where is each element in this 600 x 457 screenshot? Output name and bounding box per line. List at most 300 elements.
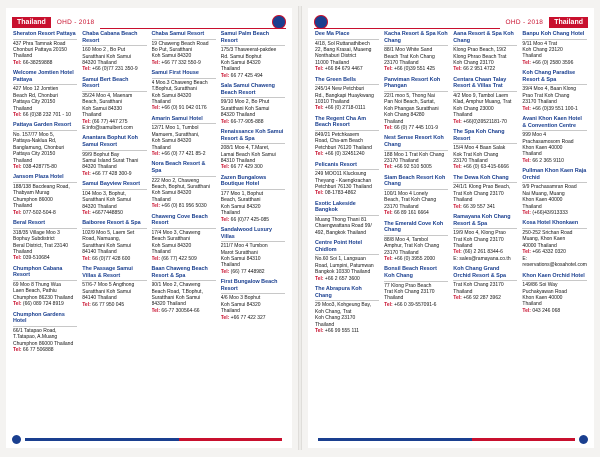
address-line: 249 MOO11 Klucksung xyxy=(315,171,367,178)
tel-label: Tel: xyxy=(315,105,324,112)
phone-line xyxy=(13,255,77,261)
left-page-header xyxy=(12,16,286,28)
address-line: 177 Moo 1, Bophut xyxy=(220,191,264,198)
address-line: 90/1 Moo 2, Chaweng xyxy=(151,282,201,289)
address-line: Thailand xyxy=(13,248,33,255)
address-line: 23170 Thailand xyxy=(384,60,419,66)
hotel-entry xyxy=(521,168,588,218)
address-line: 849/21 Petchkasem xyxy=(315,132,360,139)
phone-number: +66 (0) 81 956 5030 xyxy=(161,203,207,210)
phone-line xyxy=(221,119,285,125)
address-line: Thailand xyxy=(82,112,102,119)
header-title: OHD - 2018 xyxy=(505,18,544,26)
phone-number: +66(0)39521181-70 xyxy=(463,118,507,125)
phone-number: +66 92 287 3962 xyxy=(463,295,501,302)
tel-label: Tel: xyxy=(453,203,462,210)
address-line: 84310 Thailand xyxy=(220,158,256,165)
hotel-name: Aana Resort & Spa Koh Chang xyxy=(453,31,517,46)
hotel-entry xyxy=(452,31,518,75)
address-line: 22/1 moo 5, Thong Nai xyxy=(384,93,435,99)
page-number-badge xyxy=(579,435,588,444)
phone-number: 66 77 425 494 xyxy=(230,72,263,79)
phone-line xyxy=(453,295,517,301)
phone-number: +66 77 422 327 xyxy=(230,314,266,321)
address-line: No. 157/77 Moo 5, xyxy=(13,132,55,139)
address-line: Thailand xyxy=(522,53,542,60)
tel-label: Tel: xyxy=(522,249,531,256)
hotel-name: Chumphon Cabana Resort xyxy=(13,266,77,281)
tel-label: Tel: xyxy=(453,249,462,256)
hotel-entry xyxy=(81,31,147,75)
directory-column xyxy=(81,31,147,432)
address-line: Suratthani Koh Samui xyxy=(82,288,131,295)
address-line: Chumphon 86230 Thailand xyxy=(13,294,74,301)
address-line: 39/4 Moo 4, Baan Klong xyxy=(522,86,577,93)
tel-label: Tel: xyxy=(315,66,324,73)
address-line: 160 Moo 2 , Bo Put xyxy=(82,47,126,54)
phone-line xyxy=(221,73,285,79)
address-line: Beach, Trat Koh Chang xyxy=(384,197,437,204)
address-line: 9/9 Prachasamran Road xyxy=(522,184,577,191)
footer-bar xyxy=(318,438,575,441)
address-line: Thabyam Murag xyxy=(13,190,50,197)
address-line: Thailand xyxy=(151,144,171,151)
phone-line xyxy=(13,347,77,353)
phone-line xyxy=(453,204,517,210)
book-spine xyxy=(298,6,302,450)
address-line: Thailand xyxy=(220,262,240,269)
tel-label: Tel: xyxy=(82,170,91,177)
hotel-name: Sala Samui Chaweng Beach Resort xyxy=(221,83,285,98)
address-line: 19/9 Moo 4, Klong Prao xyxy=(453,230,506,237)
hotel-name: Exotic Lakeside Bangkok xyxy=(315,201,379,216)
address-line: Thailand xyxy=(151,196,171,203)
hotel-entry xyxy=(452,266,518,303)
address-line: 23170 Thailand xyxy=(453,158,488,165)
header-rule xyxy=(100,16,286,29)
address-line: 437 Phra Tamnak Road xyxy=(13,40,66,47)
address-line: Bophuy Subdistrict xyxy=(13,236,55,243)
right-page-footer xyxy=(314,435,588,443)
phone-number: (66 77) 447 275 xyxy=(92,118,128,125)
address-line: Khon Kaen 40000 xyxy=(522,197,563,204)
tel-label: Tel: xyxy=(82,301,91,308)
address-line: 84320 Thailand xyxy=(82,164,117,171)
address-line: Suratthani Koh Samui xyxy=(82,53,131,60)
hotel-entry xyxy=(12,312,78,356)
address-line: 23170 Thailand xyxy=(384,158,419,165)
phone-line xyxy=(152,256,216,262)
address-line: Nonthaburi District xyxy=(315,53,357,60)
address-line: Koh Samui 84320 xyxy=(151,53,192,60)
hotel-name: Welcome Jomtien Hotel Pattaya xyxy=(13,70,77,85)
address-line: 84140 Thailand xyxy=(82,295,117,302)
phone-line xyxy=(221,217,285,223)
address-line: Pan Noi Beach, Surtat, xyxy=(384,99,436,106)
hotel-name: Chumphon Gardens Hotel xyxy=(13,312,77,327)
address-line: Suratthani Koh Samui xyxy=(220,105,270,112)
address-line: T.Tatapao, A.Muang xyxy=(13,334,58,341)
tel-label: Tel: xyxy=(315,190,324,197)
tel-label: Tel: xyxy=(151,105,161,112)
address-line: Road, Cha-am Beach xyxy=(315,138,364,145)
tel-label: Tel: xyxy=(13,112,22,119)
address-line: Thailand xyxy=(13,53,33,60)
address-line: Khon Kaen 40000 xyxy=(522,145,563,152)
phone-line xyxy=(384,302,448,308)
hotel-name: Pelicanis Resort xyxy=(315,162,379,171)
address-line: Thailand xyxy=(453,197,473,204)
hotel-entry xyxy=(383,77,449,134)
hotel-entry xyxy=(12,220,78,264)
address-line: 11000 Thailand xyxy=(315,59,350,66)
address-line: 99/10 Moo 2, Bo Phut xyxy=(220,99,270,106)
address-line: Koh Samui 84320 xyxy=(151,190,192,197)
phone-number: (+66)43/913333 xyxy=(532,210,568,217)
tel-label: Tel: xyxy=(151,255,161,262)
address-line: Thailand xyxy=(522,151,542,158)
address-line: Beach, Suratthani xyxy=(220,197,261,204)
address-line: Marot Suratthani xyxy=(220,249,258,256)
tel-label: Tel: xyxy=(220,216,230,223)
tel-label: Tel: xyxy=(151,203,161,210)
address-line: Thailand xyxy=(453,243,473,250)
hotel-entry xyxy=(151,161,217,211)
ohd-logo-icon xyxy=(272,15,286,29)
hotel-name: Nora Beach Resort & Spa xyxy=(152,161,216,176)
hotel-name: Kosa Hotel Khonkaen xyxy=(522,220,587,229)
address-line: 66/1 Tatapao Road, xyxy=(13,327,57,334)
phone-line xyxy=(221,315,285,321)
phone-line xyxy=(522,60,587,66)
hotel-entry xyxy=(151,266,217,316)
tel-label: Tel: xyxy=(453,164,462,171)
phone-line xyxy=(82,302,146,308)
address-line: Koh Chang 23170 xyxy=(315,315,356,322)
directory-column xyxy=(151,31,217,432)
phone-number: (66) 77 448982 xyxy=(230,268,265,275)
address-line: Muang Thong Thani 81 xyxy=(315,217,367,224)
address-line: Thailand xyxy=(13,203,33,210)
address-line: Koh Phangan Suratthani xyxy=(384,105,439,112)
tel-label: Tel: xyxy=(13,346,22,353)
address-line: Pattaya-Naklua Rd, xyxy=(13,138,57,145)
hotel-entry xyxy=(383,221,449,265)
address-line: Rd. Samui Bophut xyxy=(220,53,262,60)
address-line: Road, Namuang, xyxy=(82,236,121,243)
address-line: Chumphon 86000 Thailand xyxy=(13,340,74,347)
phone-number: +66 (0)39 551 425 xyxy=(394,66,436,73)
phone-line xyxy=(152,105,216,111)
tel-label: Tel: xyxy=(220,118,230,125)
phone-line xyxy=(384,66,448,72)
phone-line xyxy=(315,190,379,196)
tel-label: Tel: xyxy=(220,72,230,79)
hotel-name: Siam Beach Resort Koh Chang xyxy=(384,175,448,190)
address-line: Pattaya City 20150 xyxy=(13,151,56,158)
phone-number: +66 (0) 32451240 xyxy=(324,151,365,158)
tel-label: Tel: xyxy=(13,301,22,308)
phone-line xyxy=(221,164,285,170)
phone-line xyxy=(522,158,587,164)
address-line: Chonburi Pattaya 20150 xyxy=(13,47,67,53)
phone-number: 66-38259888 xyxy=(22,59,53,66)
address-line: 208/1 Moo 4, T.Maret, xyxy=(220,145,270,152)
phone-number: 038-428775-80 xyxy=(22,164,57,171)
address-line: Koh Samui 84320 xyxy=(151,92,192,99)
directory-column xyxy=(521,31,588,432)
address-line: Nai Muang, Muang xyxy=(522,190,565,197)
address-line: Klong Phrao Beach Trat xyxy=(453,53,507,60)
hotel-name: Avani Khon Kaen Hotel & Convention Centre xyxy=(522,116,587,131)
address-line: Klad, Amphur Muang, Trat xyxy=(453,99,512,106)
hotel-name: Koh Chang Paradise Resort & Spa xyxy=(522,70,587,85)
hotel-entry xyxy=(151,31,217,68)
address-line: 427 Moo 12 Jomtien xyxy=(13,86,59,93)
header-rule xyxy=(314,16,500,29)
hotel-entry xyxy=(452,129,518,173)
address-line: 10310 Thailand xyxy=(315,99,350,106)
address-line: Beach, Suratthani xyxy=(82,99,122,106)
left-page-columns xyxy=(12,31,286,432)
phone-line xyxy=(152,60,216,66)
phone-number: 66 (0) 77 445 101-9 xyxy=(394,125,438,132)
email-line: E:info@samuibert.com xyxy=(82,125,133,132)
address-line: 4/18, Sol Ruttanathibech xyxy=(315,40,370,47)
address-line: Koh Samui 84320 xyxy=(151,138,192,145)
tel-label: Tel: xyxy=(522,59,531,66)
phone-number: 039-510684 xyxy=(22,255,50,262)
address-line: Theyang - Kaengkrachan xyxy=(315,177,372,184)
phone-number: +66 (0)77 231 350-9 xyxy=(92,66,138,73)
address-line: Rd., Bangkapi Huaykwang xyxy=(315,92,374,99)
phone-number: +66 84 679 4467 xyxy=(324,66,363,73)
email-line: E: sales@ramayana.co.th xyxy=(453,255,511,262)
address-line: Kok Trat Koh Chang xyxy=(453,151,499,158)
phone-number: 66 77 429 300 xyxy=(230,164,263,171)
address-line: 222 Moo 2, Chaweng xyxy=(151,177,200,184)
hotel-entry xyxy=(220,175,286,225)
hotel-entry xyxy=(81,181,147,218)
tel-label: Tel: xyxy=(522,157,531,164)
hotel-name: Samui Bayview Resort xyxy=(82,181,146,190)
address-line: 4/6 Moo 3 Bophut xyxy=(220,295,261,302)
address-line: Thailand xyxy=(522,301,542,308)
hotel-name: Pullman Khon Kaen Raja Orchid xyxy=(522,168,587,183)
phone-number: +66 4332 0320 xyxy=(532,249,566,256)
hotel-name: Sheraton Resort Pattaya xyxy=(13,31,77,40)
phone-line xyxy=(152,308,216,314)
address-line: Bangkok 10330 Thailand xyxy=(315,269,371,276)
address-line: Samui Island Surat Thani xyxy=(82,158,139,165)
address-line: Koh Samui 84320 xyxy=(151,242,192,249)
phone-number: +66 77 332 550-9 xyxy=(161,59,201,66)
address-line: 29 Moo3, Kohgeung Bay, xyxy=(315,302,372,309)
address-line: 23170 Thailand xyxy=(384,249,419,256)
hotel-entry xyxy=(452,175,518,212)
hotel-name: Kacha Resort & Spa Koh Chang xyxy=(384,31,448,46)
address-line: Koh Samui 84320 xyxy=(220,60,261,66)
hotel-entry xyxy=(220,129,286,173)
address-line: Thailand xyxy=(151,99,171,106)
tel-label: Tel: xyxy=(315,151,324,158)
phone-line xyxy=(82,256,146,262)
phone-number: +66 (0) 3955 2000 xyxy=(394,256,436,263)
address-line: Pattaya City 20150 xyxy=(13,99,56,106)
address-line: Beach Rd, Chonburi xyxy=(13,92,59,99)
address-line: 35/24 Moo 4, Maenam xyxy=(82,93,133,99)
hotel-entry xyxy=(81,220,147,264)
phone-number: +66 (0) 2580 3596 xyxy=(532,59,574,66)
phone-number: 66 77 950 045 xyxy=(92,301,125,308)
address-line: Koh Chang 23120 xyxy=(522,47,563,53)
hotel-entry xyxy=(151,214,217,264)
hotel-entry xyxy=(81,135,147,179)
phone-number: 08-1783-4862 xyxy=(324,190,357,197)
phone-number: 66-77 300564-66 xyxy=(161,307,200,314)
hotel-name: Pattaya Garden Resort xyxy=(13,122,77,131)
address-line: Trat Koh Chang 23170 xyxy=(453,190,504,197)
address-line: Chumphon 86000 xyxy=(13,196,53,203)
phone-line xyxy=(453,119,517,125)
tel-label: Tel: xyxy=(384,66,393,73)
phone-line xyxy=(13,60,77,66)
address-line: Prachasamosorn Road xyxy=(522,138,574,145)
address-line: 17/4 Moo 3, Chaweng xyxy=(151,229,201,236)
address-line: No.60 Soi 1, Langsuan xyxy=(315,256,366,263)
address-line: 84320 Thailand xyxy=(82,203,117,210)
phone-number: +6677448850 xyxy=(92,210,123,217)
hotel-entry xyxy=(314,162,380,199)
hotel-name: Bonsil Beach Resort Koh Chang xyxy=(384,266,448,281)
address-line: Trat Koh Chang 23170 xyxy=(453,282,504,289)
address-line: Koh Samui 84320 xyxy=(220,203,261,210)
address-line: Prao Trat Koh Chang xyxy=(522,92,570,99)
hotel-name: Samui First House xyxy=(152,70,216,79)
address-line: 12/71 Moo 1, Tumbol xyxy=(151,125,199,132)
address-line: 84320 Thailand xyxy=(151,301,186,308)
phone-line xyxy=(152,151,216,157)
hotel-name: Amarin Samui Hotel xyxy=(152,116,216,125)
address-line: 69 Moo 8 Thung Wua xyxy=(13,281,61,288)
phone-number: +66 (0) 77 421 85-2 xyxy=(161,151,206,158)
phone-number: (66) 089 724 8919 xyxy=(22,301,64,308)
phone-line xyxy=(453,164,517,170)
phone-line xyxy=(152,203,216,209)
hotel-name: Samui Palm Beach Resort xyxy=(221,31,285,46)
email-line: reservations@kosahotel.com xyxy=(522,262,587,269)
hotel-name: Baan Chaweng Beach Resort & Spa xyxy=(152,266,216,281)
tel-label: Tel: xyxy=(522,307,531,314)
address-line: 250-252 Srichan Road xyxy=(522,230,573,237)
address-line: Laen Beach, Pathiu xyxy=(13,288,57,295)
tel-label: Tel: xyxy=(315,327,324,334)
address-line: 188 Moo 1 Trat Koh Chang xyxy=(384,151,445,158)
address-line: 84320 Thailand xyxy=(220,112,256,119)
address-line: Banglamung, Chonburi xyxy=(13,144,65,151)
address-line: Suratthani Koh Samui xyxy=(82,242,131,249)
phone-line xyxy=(315,328,379,334)
right-page-columns xyxy=(314,31,588,432)
hotel-name: Chaba Samui Resort xyxy=(152,31,216,40)
phone-number: 66 (0)77 428 600 xyxy=(92,255,131,262)
address-line: 99/9 Bophut Bay xyxy=(82,151,120,158)
hotel-name: First Bungalow Beach Resort xyxy=(221,279,285,294)
hotel-name: Dee Ma Place xyxy=(315,31,379,40)
tel-label: Tel: xyxy=(13,164,22,171)
phone-number: +66 (0) 91 042 0176 xyxy=(161,105,207,112)
hotel-name: Centre Point Hotel Chidlom xyxy=(315,240,379,255)
address-line: 23170 Thailand xyxy=(522,99,557,106)
phone-line xyxy=(522,210,587,216)
hotel-entry xyxy=(521,70,588,114)
phone-line xyxy=(315,276,379,282)
hotel-entry xyxy=(383,31,449,75)
hotel-name: Beral Resort xyxy=(13,220,77,229)
address-line: Suratthani Koh Samui xyxy=(82,197,131,204)
address-line: Petchburi 76120 Thailand xyxy=(315,144,372,151)
hotel-name: The Green Bells xyxy=(315,77,379,86)
address-line: Thailand xyxy=(13,105,33,112)
hotel-name: Banpu Koh Chang Hotel xyxy=(522,31,587,40)
address-line: 40000 Thailand xyxy=(522,242,557,249)
hotel-entry xyxy=(12,266,78,310)
hotel-entry xyxy=(12,122,78,172)
address-line: Chaengwattana Road 99/ xyxy=(315,223,372,230)
hotel-name: Chaweng Cove Beach Resort xyxy=(152,214,216,229)
hotel-name: The Dewa Koh Chang xyxy=(453,175,517,184)
hotel-entry xyxy=(521,116,588,166)
hotel-name: The Abrapura Koh Chang xyxy=(315,286,379,301)
hotel-entry xyxy=(521,220,588,270)
address-line: Trat Koh Chang 23170 xyxy=(453,236,504,243)
address-line: Beach Suratthani xyxy=(151,236,190,243)
address-line: Thailand xyxy=(453,288,473,295)
hotel-entry xyxy=(314,240,380,284)
address-line: Koh Chang 23000 xyxy=(453,105,494,112)
directory-column xyxy=(220,31,286,432)
address-line: 318/35 Village Moo 3 xyxy=(13,229,60,236)
hotel-name: Centara Chaan Talay Resort & Villas Trat xyxy=(453,77,517,92)
left-page xyxy=(6,8,292,448)
hotel-name: The Regent Cha Am Beach Resort xyxy=(315,116,379,131)
address-line: Thailand xyxy=(384,118,404,125)
address-line: 102/9 Moo 5, Laem Set xyxy=(82,230,135,237)
address-line: Suratthani Koh Samui xyxy=(151,294,201,301)
address-line: Thailand xyxy=(220,66,240,73)
directory-column xyxy=(12,31,78,432)
tel-label: Tel: xyxy=(13,255,22,262)
address-line: 88/1 Moo White Sand xyxy=(384,47,433,54)
address-line: Puchakyawan Road xyxy=(522,288,567,295)
phone-line xyxy=(522,106,587,112)
hotel-entry xyxy=(151,70,217,114)
phone-number: 66 39 557 341 xyxy=(463,203,496,210)
address-line: 9/11 Moo 4 Trat xyxy=(522,40,558,47)
address-line: 149/86 Soi Way xyxy=(522,282,558,289)
hotel-name: The Emerald Cove Koh Chang xyxy=(384,221,448,236)
section-tab: Thailand xyxy=(12,17,51,28)
address-line: Beach Trat Koh Chang xyxy=(384,53,435,60)
phone-number: 077-502-504-8 xyxy=(22,209,56,216)
hotel-name: Sandalwood Luxury Villas xyxy=(221,227,285,242)
phone-line xyxy=(384,164,448,170)
phone-line xyxy=(13,210,77,216)
hotel-entry xyxy=(383,135,449,172)
tel-label: Tel: xyxy=(151,59,161,66)
address-line: Thailand xyxy=(13,157,33,164)
address-line: 492, Bangkok Thailand xyxy=(315,229,367,236)
